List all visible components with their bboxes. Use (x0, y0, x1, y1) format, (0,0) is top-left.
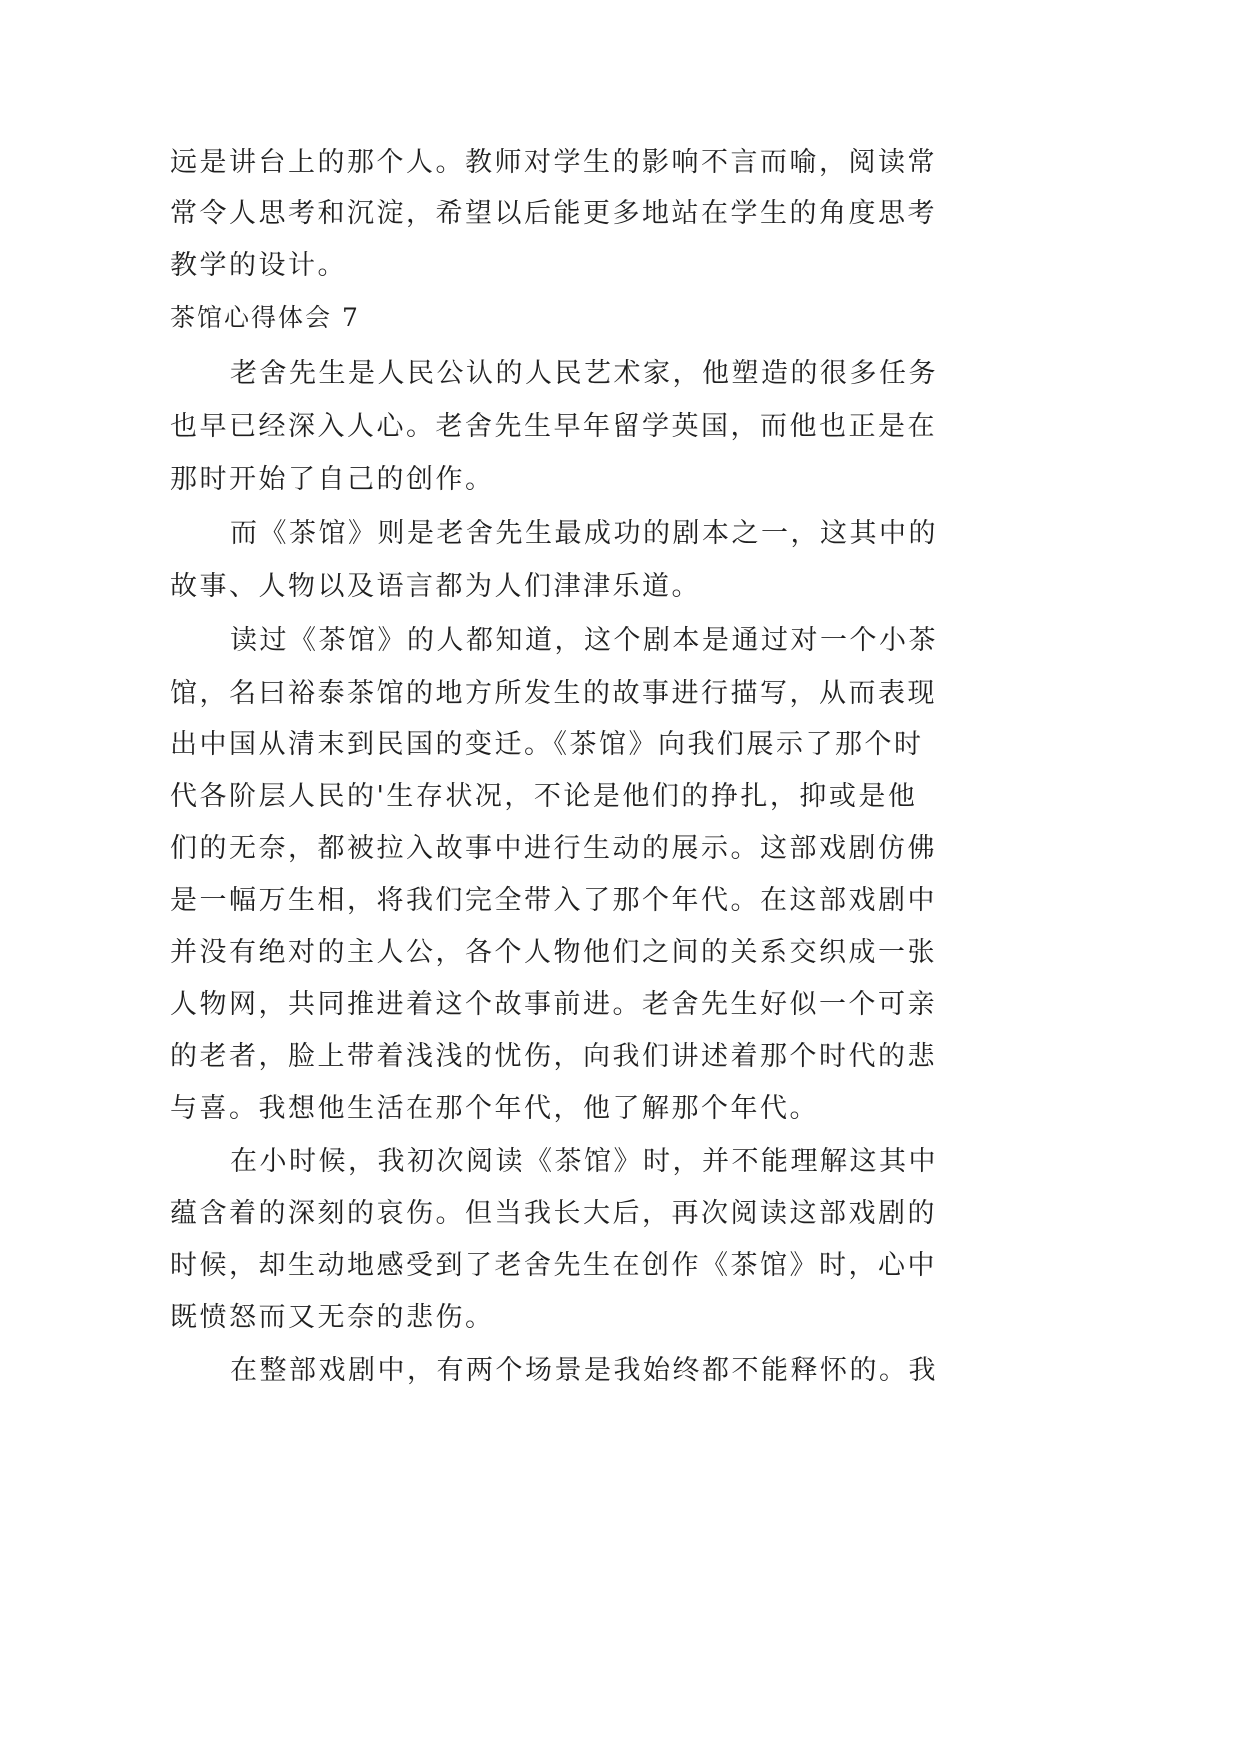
text-line: 教学的设计。 (170, 250, 347, 281)
section-heading: 茶馆心得体会 7 (170, 303, 360, 332)
text-line: 也早已经深入人心。老舍先生早年留学英国，而他也正是在 (170, 411, 937, 442)
text-line: 馆，名曰裕泰茶馆的地方所发生的故事进行描写，从而表现 (170, 678, 937, 709)
text-line: 时候，却生动地感受到了老舍先生在创作《茶馆》时，心中 (170, 1250, 937, 1281)
text-line: 出中国从清末到民国的变迁。《茶馆》向我们展示了那个时 (170, 729, 924, 760)
text-line: 与喜。我想他生活在那个年代，他了解那个年代。 (170, 1093, 819, 1124)
text-line: 读过《茶馆》的人都知道，这个剧本是通过对一个小茶 (230, 625, 938, 656)
text-line: 而《茶馆》则是老舍先生最成功的剧本之一，这其中的 (230, 518, 938, 549)
text-line: 常令人思考和沉淀，希望以后能更多地站在学生的角度思考 (170, 198, 937, 229)
text-line: 的老者，脸上带着浅浅的忧伤，向我们讲述着那个时代的悲 (170, 1041, 937, 1072)
text-line: 是一幅万生相，将我们完全带入了那个年代。在这部戏剧中 (170, 885, 937, 916)
text-line: 代各阶层人民的'生存状况，不论是他们的挣扎，抑或是他 (170, 781, 918, 812)
text-line: 们的无奈，都被拉入故事中进行生动的展示。这部戏剧仿佛 (170, 833, 937, 864)
text-line: 在小时候，我初次阅读《茶馆》时，并不能理解这其中 (230, 1146, 938, 1177)
text-line: 在整部戏剧中，有两个场景是我始终都不能释怀的。我 (230, 1355, 938, 1386)
text-line: 远是讲台上的那个人。教师对学生的影响不言而喻，阅读常 (170, 147, 937, 178)
text-line: 人物网，共同推进着这个故事前进。老舍先生好似一个可亲 (170, 989, 937, 1020)
text-line: 并没有绝对的主人公，各个人物他们之间的关系交织成一张 (170, 937, 937, 968)
text-line: 老舍先生是人民公认的人民艺术家，他塑造的很多任务 (230, 358, 938, 389)
text-line: 蕴含着的深刻的哀伤。但当我长大后，再次阅读这部戏剧的 (170, 1198, 937, 1229)
text-line: 那时开始了自己的创作。 (170, 464, 495, 495)
text-line: 既愤怒而又无奈的悲伤。 (170, 1302, 495, 1333)
text-line: 故事、人物以及语言都为人们津津乐道。 (170, 571, 701, 602)
